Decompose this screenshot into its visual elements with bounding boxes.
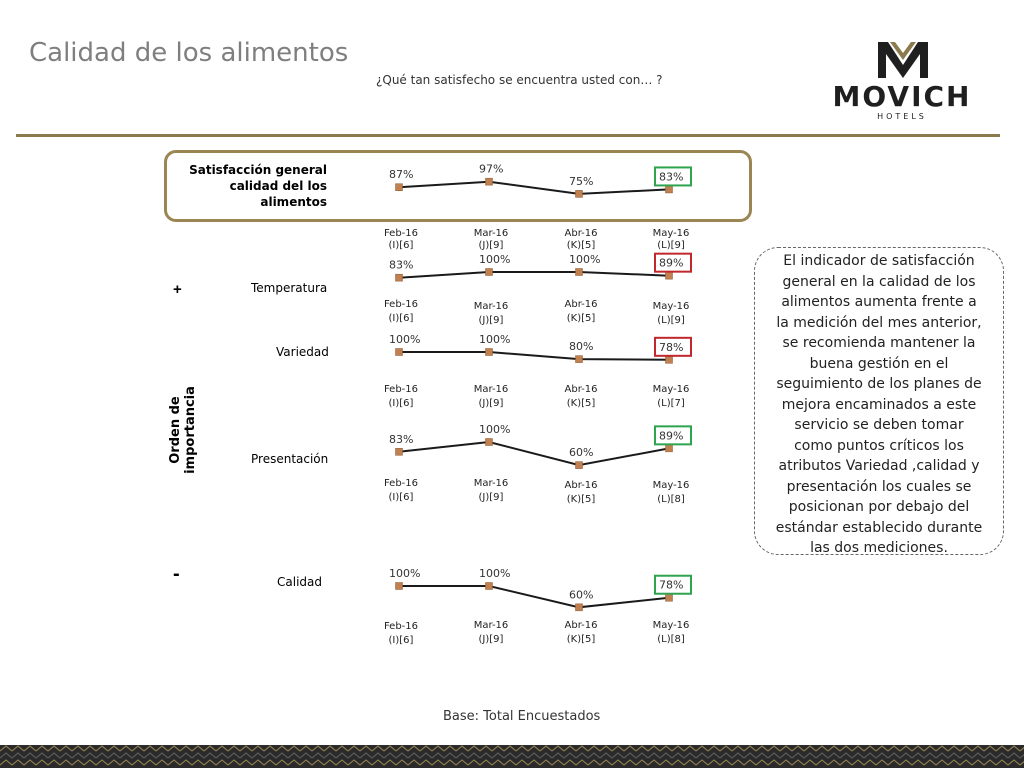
category-sublabel-4-2: (K)[5] xyxy=(566,634,596,645)
data-label-1-1: 100% xyxy=(479,253,511,266)
importance-axis-title: Orden de importancia xyxy=(168,386,198,474)
category-label-3-1: Mar-16 xyxy=(473,478,509,489)
data-point-4-3 xyxy=(666,594,673,601)
category-sublabel-2-2: (K)[5] xyxy=(566,398,596,409)
data-point-2-2 xyxy=(576,356,583,363)
category-label-0-2: Abr-16 xyxy=(564,228,598,239)
category-sublabel-0-1: (J)[9] xyxy=(478,240,504,251)
data-label-4-2: 60% xyxy=(569,588,594,602)
category-sublabel-4-0: (I)[6] xyxy=(388,635,414,646)
series-line-0 xyxy=(399,182,669,194)
attribute-label-calidad: Calidad xyxy=(277,575,322,589)
data-point-0-2 xyxy=(576,190,583,197)
importance-high-marker: + xyxy=(173,281,182,298)
page-title: Calidad de los alimentos xyxy=(29,38,349,68)
category-sublabel-4-3: (L)[8] xyxy=(657,634,685,645)
data-label-2-2: 80% xyxy=(569,340,594,354)
general-satisfaction-label: Satisfacción general calidad del los alimentos xyxy=(189,163,327,209)
category-label-2-1: Mar-16 xyxy=(473,384,509,395)
data-label-2-0: 100% xyxy=(389,333,421,346)
data-point-4-0 xyxy=(396,583,403,590)
data-point-2-3 xyxy=(666,356,673,363)
category-sublabel-1-2: (K)[5] xyxy=(566,313,596,324)
category-sublabel-0-0: (I)[6] xyxy=(388,240,414,251)
category-label-3-0: Feb-16 xyxy=(383,478,419,489)
importance-low-marker: - xyxy=(173,563,180,585)
data-label-0-1: 97% xyxy=(479,162,504,176)
attribute-label-variedad: Variedad xyxy=(276,345,329,359)
category-sublabel-3-1: (J)[9] xyxy=(478,492,504,503)
category-label-0-0: Feb-16 xyxy=(383,228,419,239)
insight-note: El indicador de satisfacción general en la calidad de los alimentos aumenta frente a la medición del mes anterior, se recomienda mantener la buena gestión en el seguimiento de los planes de mejora encaminados a este servicio se deben tomar como puntos críticos los atributos Variedad ,calidad y presentación los cuales se posicionan por debajo del estándar establecido durante las dos mediciones. xyxy=(754,247,1004,555)
decorative-footer-pattern xyxy=(0,745,1024,768)
logo-brand-name: MOVICH xyxy=(832,80,972,113)
data-label-4-1: 100% xyxy=(479,567,511,580)
category-label-3-3: May-16 xyxy=(652,480,690,491)
data-label-0-2: 75% xyxy=(569,174,594,188)
data-label-1-2: 100% xyxy=(569,253,601,266)
data-point-4-2 xyxy=(576,604,583,611)
data-point-0-3 xyxy=(666,186,673,193)
category-sublabel-0-3: (L)[9] xyxy=(657,240,685,251)
category-sublabel-2-3: (L)[7] xyxy=(657,398,685,409)
category-label-4-2: Abr-16 xyxy=(564,620,598,631)
series-line-3 xyxy=(399,442,669,465)
category-sublabel-3-2: (K)[5] xyxy=(566,494,596,505)
data-label-1-3: 89% xyxy=(659,256,684,270)
data-label-3-2: 60% xyxy=(569,446,594,460)
data-label-1-0: 83% xyxy=(389,258,414,272)
data-label-3-0: 83% xyxy=(389,432,414,446)
category-label-1-3: May-16 xyxy=(652,301,690,312)
attribute-label-presentacion: Presentación xyxy=(251,452,329,466)
data-point-4-1 xyxy=(486,583,493,590)
data-point-1-3 xyxy=(666,272,673,279)
data-point-2-1 xyxy=(486,349,493,356)
series-line-4 xyxy=(399,586,669,607)
data-point-1-2 xyxy=(576,269,583,276)
category-label-4-0: Feb-16 xyxy=(383,621,419,632)
data-point-1-1 xyxy=(486,269,493,276)
data-point-3-3 xyxy=(666,445,673,452)
data-label-4-3: 78% xyxy=(659,578,684,592)
data-point-3-0 xyxy=(396,448,403,455)
data-point-2-0 xyxy=(396,349,403,356)
category-sublabel-0-2: (K)[5] xyxy=(566,240,596,251)
category-sublabel-2-1: (J)[9] xyxy=(478,398,504,409)
data-point-0-1 xyxy=(486,178,493,185)
category-label-0-1: Mar-16 xyxy=(473,228,509,239)
data-point-3-2 xyxy=(576,462,583,469)
data-point-0-0 xyxy=(396,184,403,191)
series-line-1 xyxy=(399,272,669,278)
data-label-0-3: 83% xyxy=(659,170,684,184)
data-label-0-0: 87% xyxy=(389,168,414,182)
category-sublabel-1-1: (J)[9] xyxy=(478,315,504,326)
category-label-2-3: May-16 xyxy=(652,384,690,395)
category-sublabel-3-3: (L)[8] xyxy=(657,494,685,505)
data-label-3-1: 100% xyxy=(479,423,511,436)
data-point-1-0 xyxy=(396,274,403,281)
category-label-1-0: Feb-16 xyxy=(383,299,419,310)
page-subtitle: ¿Qué tan satisfecho se encuentra usted con… ? xyxy=(376,73,663,87)
category-label-2-2: Abr-16 xyxy=(564,384,598,395)
data-label-4-0: 100% xyxy=(389,567,421,580)
series-line-2 xyxy=(399,352,669,360)
category-sublabel-3-0: (I)[6] xyxy=(388,492,414,503)
data-label-3-3: 89% xyxy=(659,429,684,443)
category-label-1-1: Mar-16 xyxy=(473,301,509,312)
category-sublabel-2-0: (I)[6] xyxy=(388,398,414,409)
category-label-2-0: Feb-16 xyxy=(383,384,419,395)
category-label-3-2: Abr-16 xyxy=(564,480,598,491)
category-sublabel-1-0: (I)[6] xyxy=(388,313,414,324)
base-note: Base: Total Encuestados xyxy=(443,709,601,724)
data-point-3-1 xyxy=(486,439,493,446)
category-label-4-3: May-16 xyxy=(652,620,690,631)
data-label-2-1: 100% xyxy=(479,333,511,346)
category-label-4-1: Mar-16 xyxy=(473,620,509,631)
category-label-1-2: Abr-16 xyxy=(564,299,598,310)
attribute-label-temperatura: Temperatura xyxy=(251,281,328,295)
logo-tagline: HOTELS xyxy=(877,112,927,121)
category-label-0-3: May-16 xyxy=(652,228,690,239)
data-label-2-3: 78% xyxy=(659,340,684,354)
category-sublabel-4-1: (J)[9] xyxy=(478,634,504,645)
category-sublabel-1-3: (L)[9] xyxy=(657,315,685,326)
